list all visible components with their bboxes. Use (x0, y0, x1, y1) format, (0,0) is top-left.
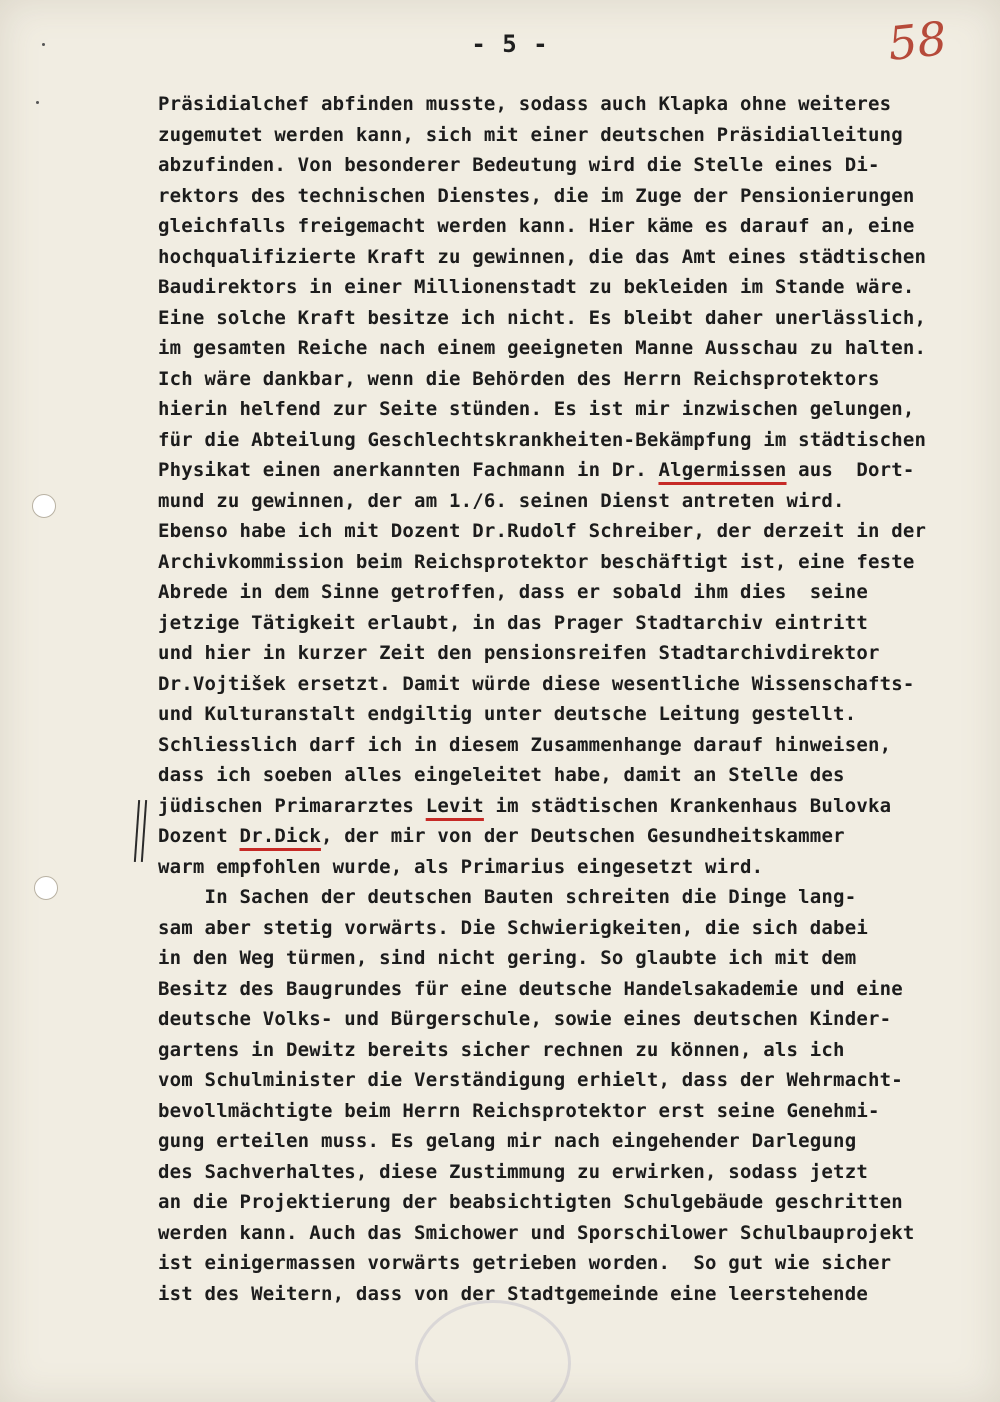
text-segment: aus Dort- (786, 459, 915, 481)
red-underlined-name: Levit (425, 794, 484, 817)
page-number: - 5 - (471, 30, 549, 58)
text-line: mund zu gewinnen, der am 1./6. seinen Dienst antreten wird. (158, 489, 845, 512)
text-segment: , der mir von der Deutschen Gesundheitskammer (320, 825, 845, 847)
text-line: rektors des technischen Dienstes, die im Zuge der Pensionierungen (158, 184, 915, 207)
text-line: ist einigermassen vorwärts getrieben worden. So gut wie sicher (158, 1252, 892, 1274)
text-line: Präsidialchef abfinden musste, sodass auch Klapka ohne weiteres (158, 93, 892, 115)
text-line: jetzige Tätigkeit erlaubt, in das Prager Stadtarchiv eintritt (158, 611, 868, 634)
text-line: hochqualifizierte Kraft zu gewinnen, die das Amt eines städtischen (158, 245, 927, 268)
text-line: deutsche Volks- und Bürgerschule, sowie eines deutschen Kinder- (158, 1008, 892, 1030)
text-line: Besitz des Baugrundes für eine deutsche Handelsakademie und eine (158, 977, 903, 1000)
ink-speck (42, 43, 45, 46)
text-line: und Kulturanstalt endgiltig unter deutsche Leitung gestellt. (158, 703, 857, 725)
text-line (158, 791, 978, 822)
punch-hole-top (32, 494, 56, 518)
text-line: Ich wäre dankbar, wenn die Behörden des Herrn Reichsprotektors (158, 367, 880, 390)
text-line: gung erteilen muss. Es gelang mir nach eingehender Darlegung (158, 1130, 857, 1152)
text-line: in den Weg türmen, sind nicht gering. So glaubte ich mit dem (158, 947, 857, 969)
text-line (158, 821, 978, 852)
folio-number: 58 (885, 11, 950, 71)
text-line: Dr.Vojtišek ersetzt. Damit würde diese wesentliche Wissenschafts- (158, 672, 915, 695)
text-line: im gesamten Reiche nach einem geeigneten Manne Ausschau zu halten. (158, 337, 927, 359)
text-line: werden kann. Auch das Smichower und Sporschilower Schulbauprojekt (158, 1221, 915, 1244)
text-line: gleichfalls freigemacht werden kann. Hier käme es darauf an, eine (158, 215, 915, 237)
text-line: Archivkommission beim Reichsprotektor beschäftigt ist, eine feste (158, 550, 915, 573)
text-line: des Sachverhaltes, diese Zustimmung zu erwirken, sodass jetzt (158, 1160, 868, 1183)
text-line: gartens in Dewitz bereits sicher rechnen zu können, als ich (158, 1038, 845, 1061)
margin-mark (136, 800, 148, 862)
ink-speck (36, 101, 39, 104)
text-line: an die Projektierung der beabsichtigten Schulgebäude geschritten (158, 1191, 903, 1213)
red-underlined-name: Algermissen (658, 459, 787, 481)
text-line: zugemutet werden kann, sich mit einer deutschen Präsidialleitung (158, 123, 903, 146)
text-line: hierin helfend zur Seite stünden. Es ist mir inzwischen gelungen, (158, 398, 915, 420)
text-line: bevollmächtigte beim Herrn Reichsprotektor erst seine Genehmi- (158, 1099, 880, 1122)
text-segment: im städtischen Krankenhaus Bulovka (483, 794, 892, 817)
text-line: Ebenso habe ich mit Dozent Dr.Rudolf Schreiber, der derzeit in der (158, 520, 927, 542)
text-line: Abrede in dem Sinne getroffen, dass er sobald ihm dies seine (158, 581, 868, 603)
text-line: abzufinden. Von besonderer Bedeutung wird die Stelle eines Di- (158, 154, 880, 176)
text-segment: Physikat einen anerkannten Fachmann in Dr. (158, 459, 659, 481)
text-segment: Dozent (158, 825, 240, 847)
text-line: In Sachen der deutschen Bauten schreiten die Dinge lang- (158, 886, 857, 908)
text-line: sam aber stetig vorwärts. Die Schwierigkeiten, die sich dabei (158, 916, 868, 939)
faint-stamp (415, 1300, 571, 1402)
text-line: Baudirektors in einer Millionenstadt zu bekleiden im Stande wäre. (158, 276, 915, 298)
text-line: Eine solche Kraft besitze ich nicht. Es bleibt daher unerlässlich, (158, 306, 927, 329)
text-line: und hier in kurzer Zeit den pensionsreifen Stadtarchivdirektor (158, 642, 880, 664)
text-line: vom Schulminister die Verständigung erhielt, dass der Wehrmacht- (158, 1069, 903, 1091)
text-line: für die Abteilung Geschlechtskrankheiten-Bekämpfung im städtischen (158, 428, 927, 451)
text-segment: jüdischen Primararztes (158, 794, 426, 817)
text-line (158, 455, 978, 486)
text-line: ist des Weitern, dass von der Stadtgemeinde eine leerstehende (158, 1282, 868, 1305)
text-line: Schliesslich darf ich in diesem Zusammenhange darauf hinweisen, (158, 733, 892, 756)
red-underlined-name: Dr.Dick (239, 825, 321, 847)
body-text (158, 89, 978, 1309)
text-line: dass ich soeben alles eingeleitet habe, damit an Stelle des (158, 764, 845, 786)
text-line: warm empfohlen wurde, als Primarius eingesetzt wird. (158, 855, 764, 878)
punch-hole-bottom (34, 876, 58, 900)
